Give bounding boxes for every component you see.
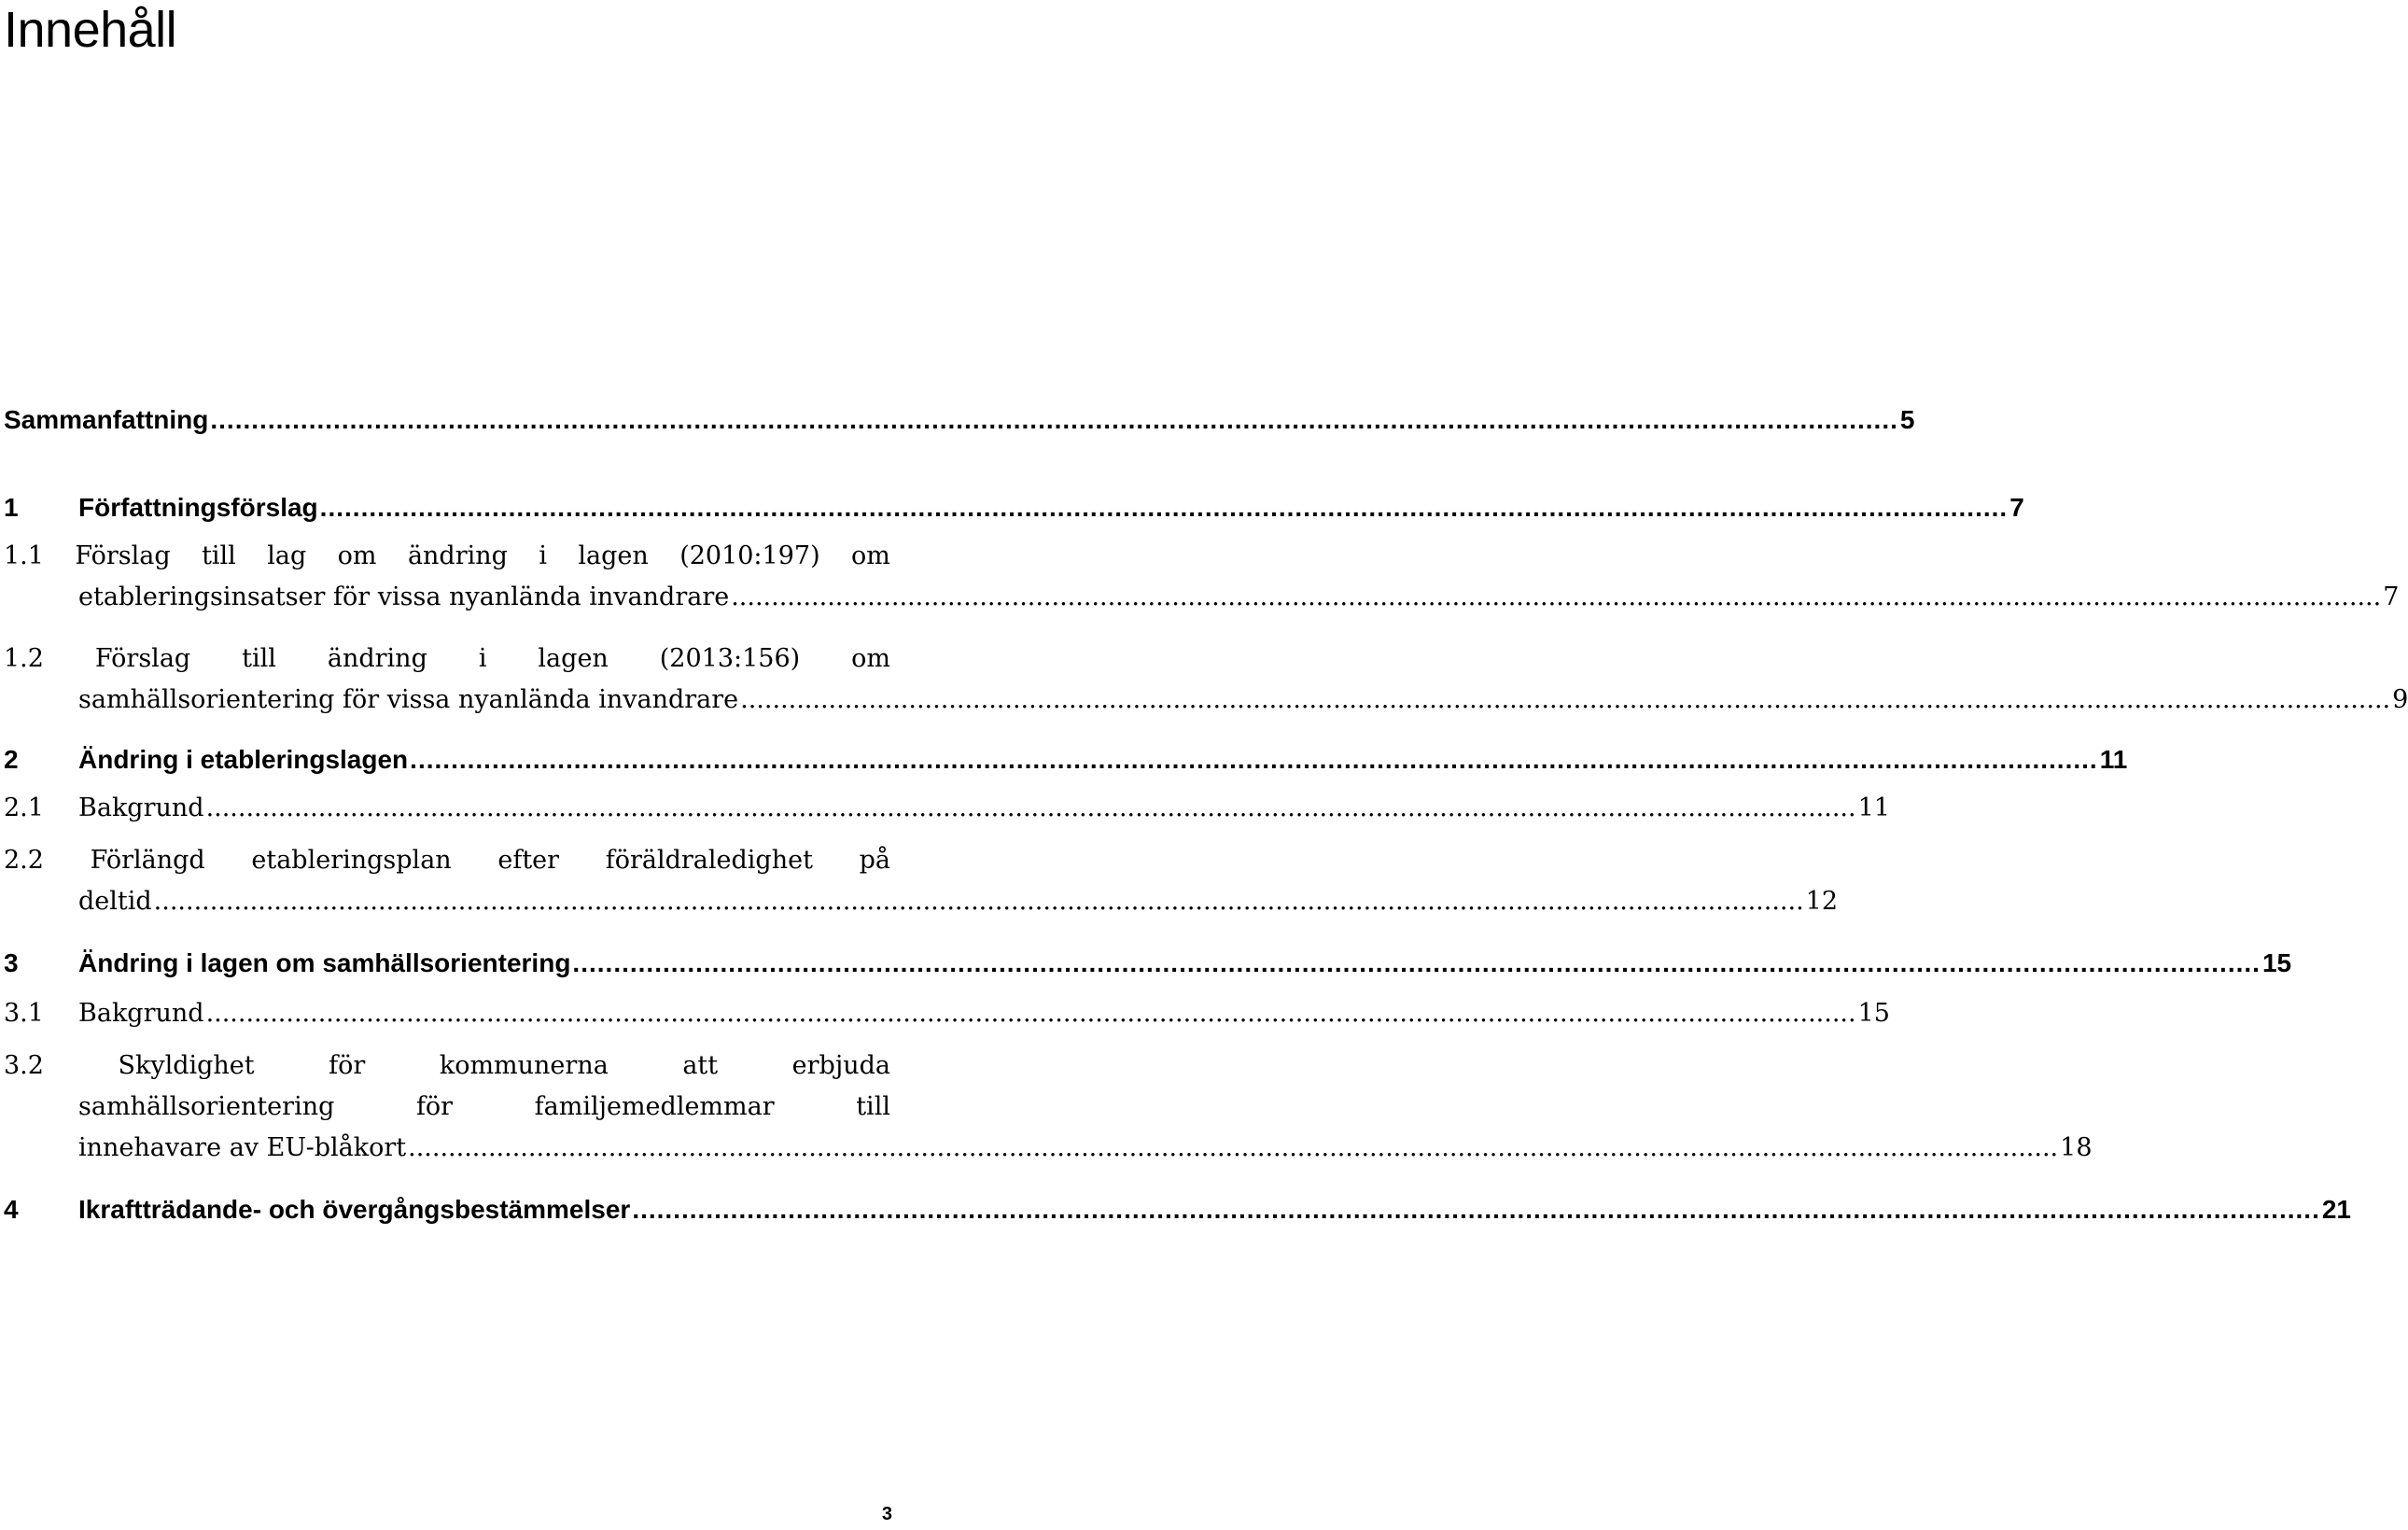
toc-entry-title: Sammanfattning <box>4 405 209 434</box>
toc-entry-number: 2.2 <box>4 846 44 875</box>
toc-entry-number: 3.2 <box>4 1051 44 1080</box>
toc-entry-4[interactable] <box>4 1189 2352 1230</box>
toc-entry-title: samhällsorientering för vissa nyanlända invandrare <box>78 685 739 714</box>
footer-page-number: 3 <box>881 1504 892 1524</box>
toc-entry-title: Ikraftträdande- och övergångsbestämmelser <box>78 1195 631 1224</box>
toc-word: (2013:156) <box>659 644 801 673</box>
dot-leader: .............................................................................................................................................................................................................. <box>205 793 1856 822</box>
toc-word: Förlängd <box>90 846 205 875</box>
table-of-contents <box>4 0 2408 1530</box>
toc-word: ändring <box>407 541 508 570</box>
toc-word: erbjuda <box>791 1051 890 1080</box>
dot-leader: .............................................................................................................................................................................................................. <box>319 493 2009 522</box>
page-title: Innehåll <box>4 2 177 58</box>
toc-entry-2-1[interactable] <box>4 788 1890 829</box>
toc-word: samhällsorientering <box>78 1092 335 1121</box>
dot-leader: .............................................................................................................................................................................................................. <box>731 583 2382 611</box>
toc-entry-number: 1.2 <box>4 644 44 673</box>
toc-entry-1[interactable] <box>4 487 2024 528</box>
dot-leader: .............................................................................................................................................................................................................. <box>572 948 2261 977</box>
toc-entry-number: 3 <box>4 948 19 977</box>
toc-word: Förslag <box>94 644 191 673</box>
toc-entry-title: innehavare av EU-blåkort <box>78 1133 407 1162</box>
dot-leader: .............................................................................................................................................................................................................. <box>410 745 2098 774</box>
toc-entry-title: Ändring i etableringslagen <box>78 745 409 774</box>
toc-entry-1-1[interactable] <box>4 536 2400 618</box>
toc-word: etableringsplan <box>251 846 452 875</box>
toc-word: familjemedlemmar <box>534 1092 775 1121</box>
toc-entry-page: 7 <box>2383 583 2400 611</box>
toc-entry-1-2[interactable] <box>4 639 2408 721</box>
toc-word: efter <box>497 846 560 875</box>
toc-word: om <box>337 541 377 570</box>
toc-word: (2010:197) <box>679 541 820 570</box>
toc-entry-page: 15 <box>2261 948 2292 977</box>
toc-word: på <box>859 846 890 875</box>
toc-word: för <box>415 1092 454 1121</box>
toc-entry-title: Bakgrund <box>78 793 204 822</box>
toc-word: i <box>478 644 487 673</box>
toc-word: Förslag <box>75 541 171 570</box>
toc-word: lag <box>267 541 307 570</box>
toc-entry-3-2[interactable] <box>4 1046 2093 1169</box>
toc-word: kommunerna <box>439 1051 609 1080</box>
toc-word: föräldraledighet <box>605 846 813 875</box>
toc-entry-page: 21 <box>2321 1195 2352 1224</box>
toc-entry-page: 11 <box>2099 745 2128 774</box>
toc-entry-page: 12 <box>1805 887 1839 916</box>
dot-leader: .............................................................................................................................................................................................................. <box>205 999 1856 1028</box>
toc-entry-title: Ändring i lagen om samhällsorientering <box>78 948 571 977</box>
toc-word: ändring <box>327 644 427 673</box>
toc-word: till <box>202 541 236 570</box>
toc-entry-sammanfattning[interactable] <box>4 400 1915 441</box>
toc-word: lagen <box>578 541 649 570</box>
toc-entry-number: 1.1 <box>4 541 44 570</box>
toc-entry-page: 9 <box>2392 685 2408 714</box>
toc-word: för <box>329 1051 366 1080</box>
toc-entry-number: 2.1 <box>4 793 44 822</box>
toc-word: i <box>539 541 547 570</box>
toc-entry-title: Bakgrund <box>78 999 204 1028</box>
dot-leader: .............................................................................................................................................................................................................. <box>210 405 1898 434</box>
toc-entry-number: 2 <box>4 745 19 774</box>
toc-word: att <box>682 1051 719 1080</box>
toc-entry-page: 15 <box>1857 999 1890 1028</box>
toc-word: till <box>242 644 276 673</box>
toc-entry-page: 18 <box>2060 1133 2093 1162</box>
toc-entry-number: 4 <box>4 1195 19 1224</box>
toc-entry-number: 1 <box>4 493 19 522</box>
toc-entry-page: 7 <box>2009 493 2024 522</box>
toc-entry-number: 3.1 <box>4 999 44 1028</box>
toc-word: om <box>851 541 890 570</box>
toc-entry-3-1[interactable] <box>4 993 1890 1034</box>
dot-leader: .............................................................................................................................................................................................................. <box>740 685 2391 714</box>
toc-entry-3[interactable] <box>4 943 2292 984</box>
toc-word: lagen <box>538 644 609 673</box>
dot-leader: .............................................................................................................................................................................................................. <box>408 1133 2059 1162</box>
toc-entry-2-2[interactable] <box>4 840 1839 922</box>
toc-entry-page: 5 <box>1899 405 1915 434</box>
toc-entry-title: etableringsinsatser för vissa nyanlända invandrare <box>78 583 730 611</box>
dot-leader: .............................................................................................................................................................................................................. <box>153 887 1804 916</box>
toc-word: Skyldighet <box>118 1051 255 1080</box>
toc-entry-title: Författningsförslag <box>78 493 318 522</box>
toc-entry-title: deltid <box>78 887 152 916</box>
toc-entry-2[interactable] <box>4 739 2128 780</box>
toc-word: om <box>851 644 890 673</box>
toc-entry-page: 11 <box>1857 793 1890 822</box>
toc-word: till <box>856 1092 890 1121</box>
dot-leader: .............................................................................................................................................................................................................. <box>632 1195 2320 1224</box>
